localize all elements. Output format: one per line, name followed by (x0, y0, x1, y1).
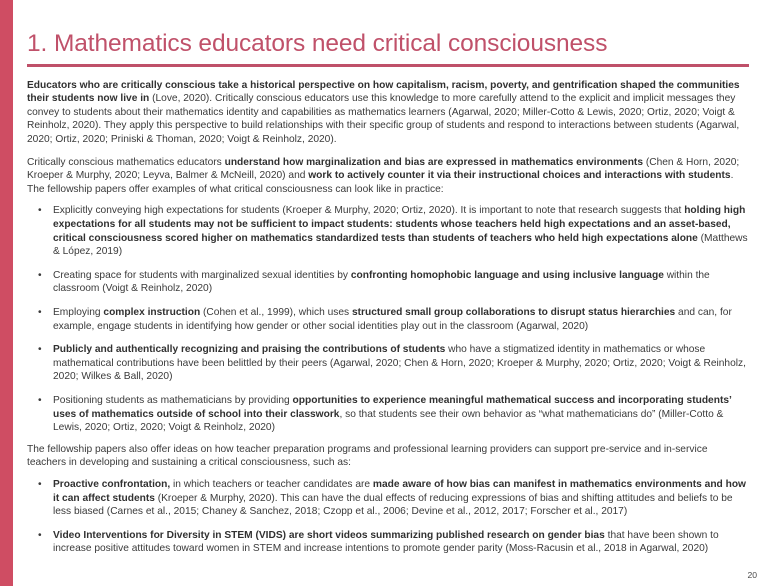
bullet-marker: • (38, 205, 42, 217)
list-item-text: Proactive confrontation, in which teachers or teacher candidates are made aware of how bias can manifest in mathematics environments and how it can affect students (Kroeper & Murphy, 2020). This can have the dual effects of reducing expressions of bias and shifting attitudes and beliefs to be less biased (Carnes et al., 2015; Chaney & Sanchez, 2018; Czopp et al., 2006; Devine et al., 2012, 2017; Forscher et al., 2017) (53, 478, 749, 518)
paragraph-1: Educators who are critically conscious take a historical perspective on how capitalism, racism, poverty, and gentrification shaped the communities their students now live in (Love, 2020). Critically conscious educators use this knowledge to more carefully attend to the explicit and implicit messages they convey to students about their mathematics identity and capabilities as mathematics learners (Agarwal, 2020; Miller-Cotto & Lewis, 2020; Ortiz, 2020; Voigt & Reinholz, 2020). They apply this perspective to build relationships with their specific group of students and respond to interactions between students (Agarwal, 2020; Ortiz, 2020; Priniski & Thoman, 2020; Voigt & Reinholz, 2020). (27, 79, 743, 146)
list-item (27, 204, 749, 258)
bullet-list-supports (27, 478, 749, 556)
bullet-marker: • (38, 478, 42, 490)
list-item-text: Creating space for students with marginalized sexual identities by confronting homophobic language and using inclusive language within the classroom (Voigt & Reinholz, 2020) (53, 269, 713, 295)
list-item-text: Positioning students as mathematicians by providing opportunities to experience meaningful mathematical success and incorporating students’ uses of mathematics outside of school into their classwork, so that students see their own behavior as “what mathematicians do” (Miller-Cotto & Lewis, 2020; Ortiz, 2020; Voigt & Reinholz, 2020) (53, 394, 735, 434)
paragraph-3: The fellowship papers also offer ideas on how teacher preparation programs and professional learning providers can support pre-service and in-service teachers in developing and sustaining a critical consciousness, such as: (27, 443, 711, 469)
list-item-text: Publicly and authentically recognizing and praising the contributions of students who have a stigmatized identity in mathematics or whose mathematical contributions have been belittled by their peers (Agarwal, 2020; Chen & Horn, 2020; Kroeper & Murphy, 2020; Ortiz, 2020; Voigt & Reinholz, 2020; Wilkes & Ball, 2020) (53, 344, 749, 383)
accent-bar-left (0, 0, 13, 586)
bullet-list-practices (27, 204, 749, 434)
list-item (27, 394, 749, 435)
list-item (27, 343, 749, 384)
bullet-marker: • (38, 306, 42, 318)
slide-content (27, 0, 757, 586)
bullet-marker: • (38, 529, 42, 541)
page-number: 20 (747, 570, 757, 580)
paragraph-2: Critically conscious mathematics educators understand how marginalization and bias are expressed in mathematics environments (Chen & Horn, 2020; Kroeper & Murphy, 2020; Leyva, Balmer & McNeill, 2020) and work to actively counter it via their instructional choices and interactions with students. The fellowship papers offer examples of what critical consciousness can look like in practice: (27, 156, 743, 195)
slide-body (27, 79, 749, 556)
bullet-marker: • (38, 269, 42, 281)
bullet-marker: • (38, 394, 42, 406)
list-item (27, 269, 749, 296)
list-item (27, 529, 749, 556)
bullet-marker: • (38, 344, 42, 356)
page-title: 1. Mathematics educators need critical consciousness (27, 30, 608, 57)
title-underline-rule (27, 64, 749, 67)
list-item-text: Employing complex instruction (Cohen et al., 1999), which uses structured small group collaborations to disrupt status hierarchies and can, for example, engage students in identifying how gender or other social identities play out in the classroom (Agarwal, 2020) (53, 306, 735, 332)
list-item (27, 478, 749, 519)
list-item-text: Video Interventions for Diversity in STEM (VIDS) are short videos summarizing published research on gender bias that have been shown to increase positive attitudes toward women in STEM and increase intentions to promote gender parity (Moss-Racusin et al., 2018 in Agarwal, 2020) (53, 529, 722, 555)
list-item (27, 306, 749, 333)
list-item-text: Explicitly conveying high expectations for students (Kroeper & Murphy, 2020; Ortiz, 2020). It is important to note that research suggests that holding high expectations for all students may not be sufficient to impact students: students whose teachers held high expectations and an asset-based, critical consciousness scored higher on mathematics standardized tests than students of teachers who held high expectations alone (Matthews & López, 2019) (53, 205, 751, 258)
